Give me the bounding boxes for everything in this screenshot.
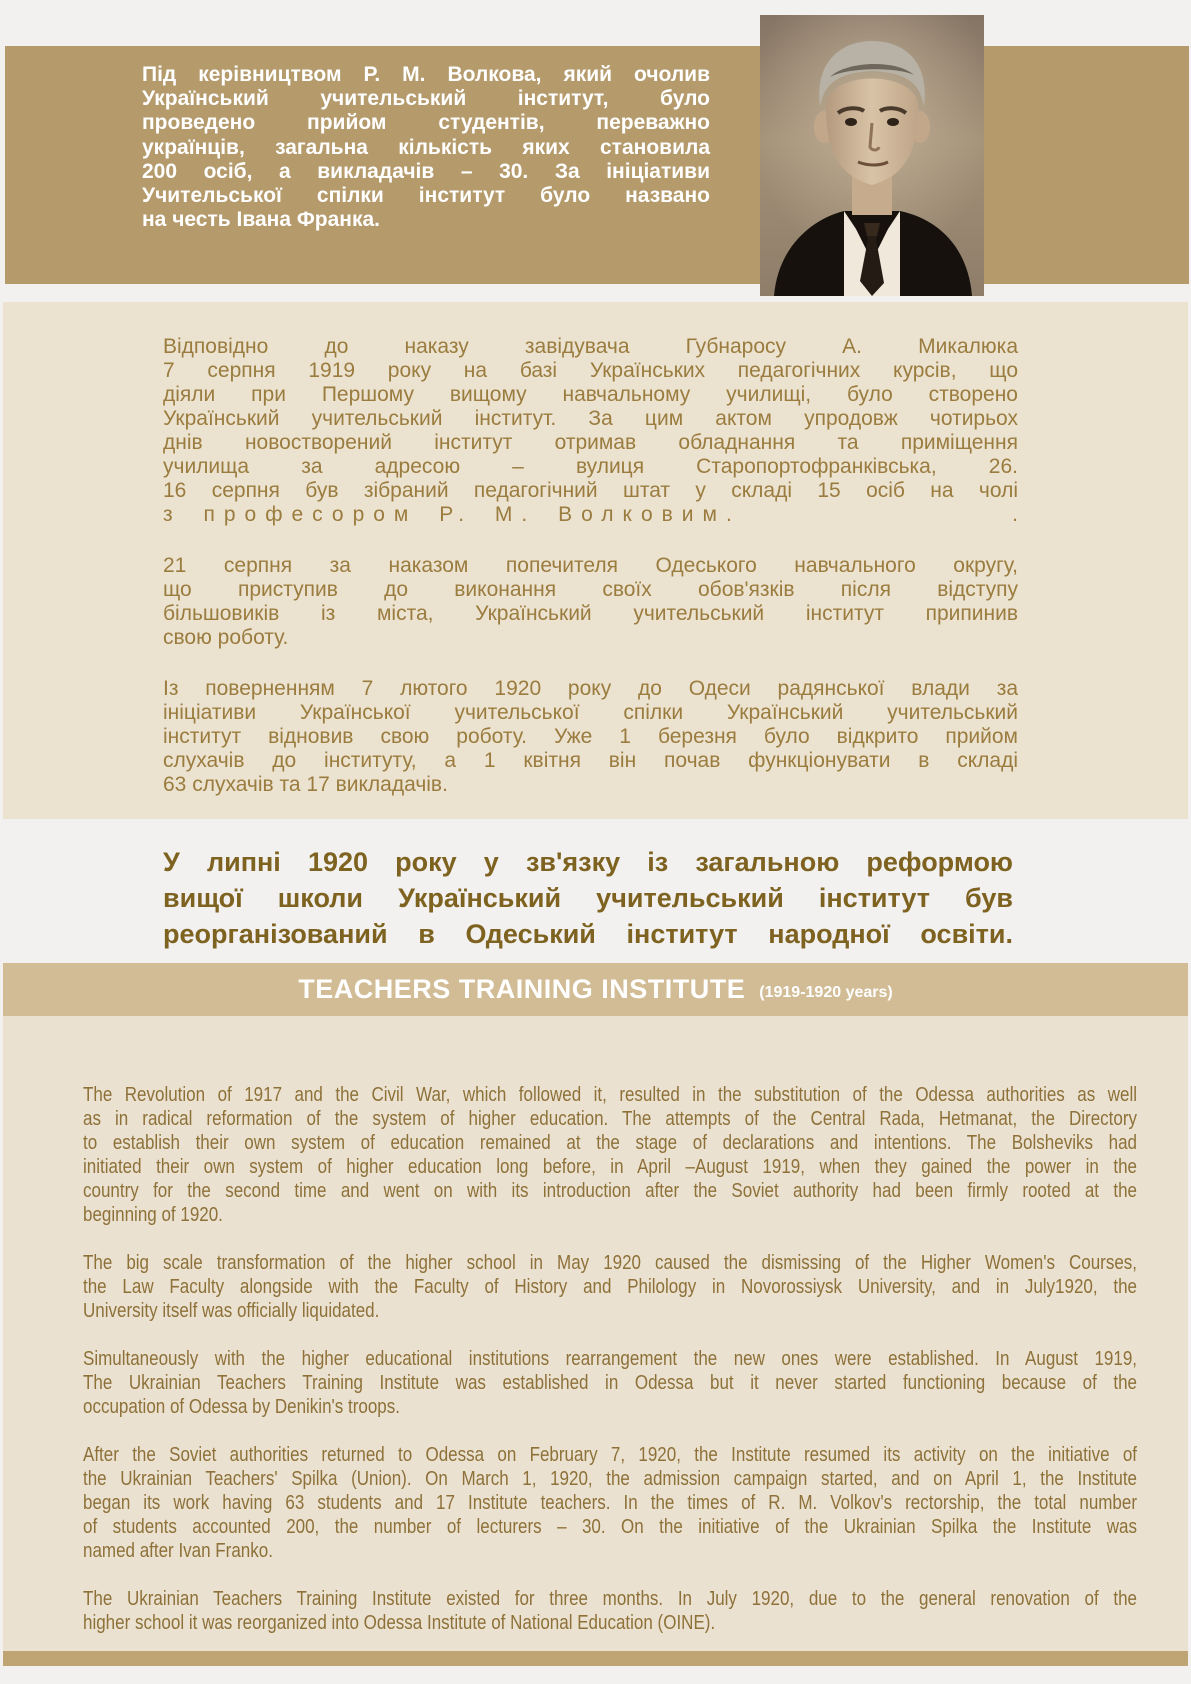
ukrainian-paragraph-1 <box>163 335 1018 527</box>
text-line: as in radical reformation of the system of higher education. The attempts of the Central Rada, Hetmanat, the Directory <box>83 1108 1137 1130</box>
text-line: інститут відновив свою роботу. Уже 1 березня було відкрито прийом <box>163 725 1018 748</box>
english-paragraph-5 <box>83 1587 1137 1635</box>
text-line: higher school it was reorganized into Odessa Institute of National Education (OINE). <box>83 1612 716 1634</box>
text-line: beginning of 1920. <box>83 1204 223 1226</box>
text-line: Simultaneously with the higher educational institutions rearrangement the new ones were established. In August 1919, <box>83 1348 1137 1370</box>
text-line: Під керівництвом Р. М. Волкова, який очолив <box>142 63 710 86</box>
english-paragraph-4 <box>83 1443 1137 1563</box>
text-line: діяли при Першому вищому навчальному училищі, було створено <box>163 383 1018 406</box>
text-line: Учительської спілки інститут було названо <box>142 184 710 208</box>
section-title: TEACHERS TRAINING INSTITUTE <box>298 974 746 1004</box>
text-line: named after Ivan Franko. <box>83 1540 273 1562</box>
text-line: 63 слухачів та 17 викладачів. <box>163 773 448 796</box>
section-title-years: (1919-1920 years) <box>759 983 893 1001</box>
paragraph-lines <box>163 335 1018 503</box>
text-line: ініціативи Української учительської спілки Український учительський <box>163 701 1018 724</box>
portrait-illustration <box>760 15 984 296</box>
text-line: що приступив до виконання своїх обов'язків після відступу <box>163 578 1018 601</box>
text-line: слухачів до інституту, а 1 квітня він почав функціонувати в складі <box>163 749 1018 772</box>
text-line: училища за адресою – вулиця Старопортофранківська, 26. <box>163 455 1018 478</box>
text-line: Український учительський інститут, було <box>142 87 710 111</box>
portrait-photo <box>760 15 984 296</box>
text-line: У липні 1920 року у зв'язку із загальною реформою <box>163 847 1013 877</box>
text-line: University itself was officially liquidated. <box>83 1300 380 1322</box>
text-line: to establish their own system of education remained at the stage of declarations and intentions. The Bolsheviks had <box>83 1132 1137 1154</box>
text-line: The big scale transformation of the higher school in May 1920 caused the dismissing of the Higher Women's Courses, <box>83 1252 1137 1274</box>
text-line: of students accounted 200, the number of lecturers – 30. On the initiative of the Ukrainian Spilka the Institute was <box>83 1516 1137 1538</box>
text-line: днів новостворений інститут отримав обладнання та приміщення <box>163 431 1018 454</box>
text-line: 16 серпня був зібраний педагогічний штат у складі 15 осіб на чолі <box>163 479 1018 502</box>
text-line: українців, загальна кількість яких становила <box>142 135 710 159</box>
text-line: на честь Івана Франка. <box>142 208 380 232</box>
section-title-band <box>3 963 1188 1016</box>
text-line: Із поверненням 7 лютого 1920 року до Одеси радянської влади за <box>163 677 1018 700</box>
ukrainian-text-section <box>3 302 1188 819</box>
volkov-line-text: з професором Р. М. Волковим. <box>163 503 741 526</box>
english-paragraph-1 <box>83 1083 1137 1227</box>
text-line: 21 серпня за наказом попечителя Одеського навчального округу, <box>163 554 1018 577</box>
text-line: began its work having 63 students and 17 Institute teachers. In the times of R. M. Volkov's rectorship, the total number <box>83 1492 1137 1514</box>
text-line: більшовиків із міста, Український учительський інститут припинив <box>163 602 1018 625</box>
volkov-line-period: . <box>1012 503 1018 526</box>
text-line: 200 осіб, а викладачів – 30. За ініціативи <box>142 159 710 183</box>
text-line: Український учительський інститут. За цим актом упродовж чотирьох <box>163 407 1018 430</box>
text-line: initiated their own system of higher education long before, in April –August 1919, when they gained the power in the <box>83 1156 1137 1178</box>
top-banner <box>5 46 1189 284</box>
text-line: Відповідно до наказу завідувача Губнаросу А. Микалюка <box>163 335 1018 358</box>
text-line: After the Soviet authorities returned to Odessa on February 7, 1920, the Institute resumed its activity on the initiative of <box>83 1444 1137 1466</box>
text-line: the Ukrainian Teachers' Spilka (Union). On March 1, 1920, the admission campaign started, and on April 1, the Institute <box>83 1468 1137 1490</box>
text-line: The Ukrainian Teachers Training Institute existed for three months. In July 1920, due to the general renovation of the <box>83 1588 1137 1610</box>
english-text-column <box>83 1083 1137 1635</box>
paragraph-last-line <box>163 503 1018 527</box>
text-line: реорганізований в Одеський інститут народної освіти. <box>163 919 1013 949</box>
ukrainian-paragraph-2 <box>163 554 1018 650</box>
english-paragraph-3 <box>83 1347 1137 1419</box>
text-line: проведено прийом студентів, переважно <box>142 111 710 135</box>
text-line: The Ukrainian Teachers Training Institute was established in Odessa but it never started functioning because of the <box>83 1372 1137 1394</box>
footer-strip <box>3 1651 1188 1666</box>
banner-paragraph <box>142 63 710 232</box>
text-line: country for the second time and went on with its introduction after the Soviet authority had been firmly rooted at the <box>83 1180 1137 1202</box>
english-text-section <box>3 1016 1188 1651</box>
ukrainian-paragraph-3 <box>163 677 1018 797</box>
text-line: the Law Faculty alongside with the Faculty of History and Philology in Novorossiysk University, and in July1920, the <box>83 1276 1137 1298</box>
highlight-paragraph <box>163 844 1013 952</box>
text-line: 7 серпня 1919 року на базі Українських педагогічних курсів, що <box>163 359 1018 382</box>
text-line: вищої школи Український учительський інститут був <box>163 883 1013 913</box>
english-paragraph-2 <box>83 1251 1137 1323</box>
text-line: occupation of Odessa by Denikin's troops. <box>83 1396 400 1418</box>
text-line: свою роботу. <box>163 626 289 649</box>
text-line: The Revolution of 1917 and the Civil War, which followed it, resulted in the substitution of the Odessa authorities as well <box>83 1084 1137 1106</box>
